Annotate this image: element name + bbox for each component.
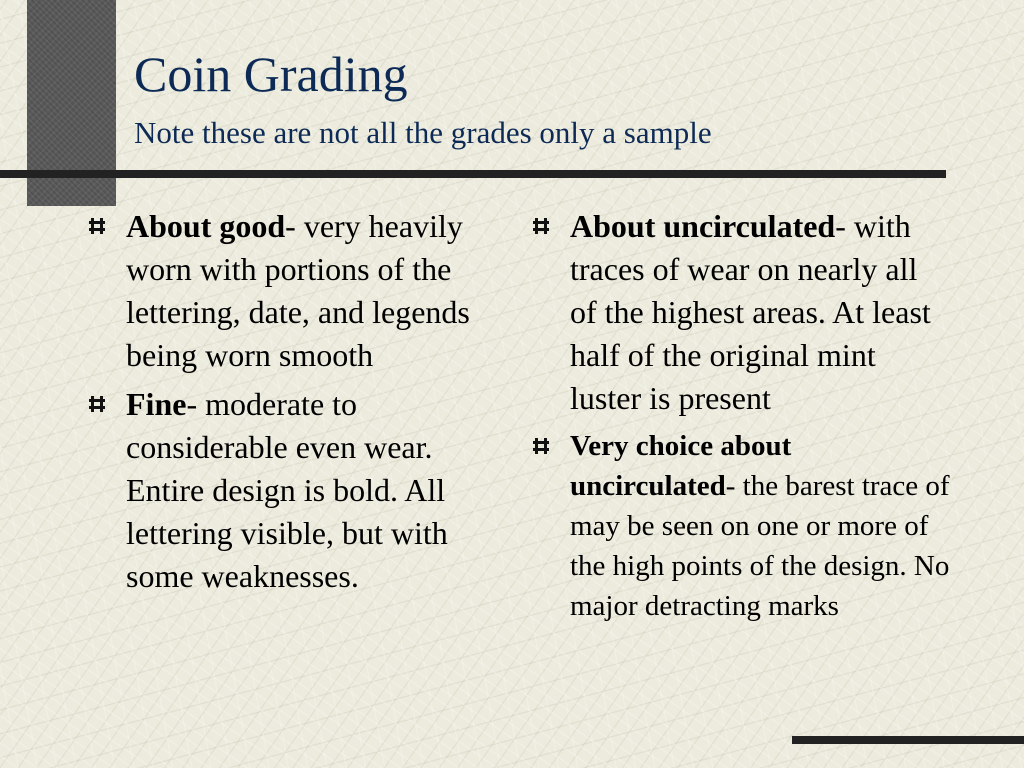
grade-term: Very choice about uncirculated bbox=[570, 430, 792, 502]
footer-rule bbox=[792, 736, 1024, 744]
right-bullet-column bbox=[530, 205, 950, 632]
slide-title: Coin Grading bbox=[134, 46, 408, 102]
grade-description: - with traces of wear on nearly all of the highest areas. At least half of the original mint luster is present bbox=[570, 208, 931, 416]
grade-term: Fine bbox=[126, 386, 187, 422]
grade-item-about-good bbox=[86, 205, 486, 377]
grade-term: About uncirculated bbox=[570, 208, 836, 244]
grade-description: - moderate to considerable even wear. Entire design is bold. All lettering visible, but with some weaknesses. bbox=[126, 386, 448, 594]
hash-bullet-icon bbox=[88, 395, 106, 413]
grade-item-fine bbox=[86, 383, 486, 598]
title-divider-rule bbox=[0, 170, 946, 178]
grade-description: - very heavily worn with portions of the lettering, date, and legends being worn smooth bbox=[126, 208, 470, 373]
grade-item-very-choice-about-uncirculated bbox=[530, 426, 950, 626]
hash-bullet-icon bbox=[532, 217, 550, 235]
slide-subtitle: Note these are not all the grades only a sample bbox=[134, 115, 712, 150]
hash-bullet-icon bbox=[532, 437, 550, 455]
grade-item-about-uncirculated bbox=[530, 205, 950, 420]
left-bullet-column bbox=[86, 205, 486, 604]
grade-description: - the barest trace of may be seen on one or more of the high points of the design. No major detracting marks bbox=[570, 470, 950, 622]
grade-term: About good bbox=[126, 208, 286, 244]
hash-bullet-icon bbox=[88, 217, 106, 235]
